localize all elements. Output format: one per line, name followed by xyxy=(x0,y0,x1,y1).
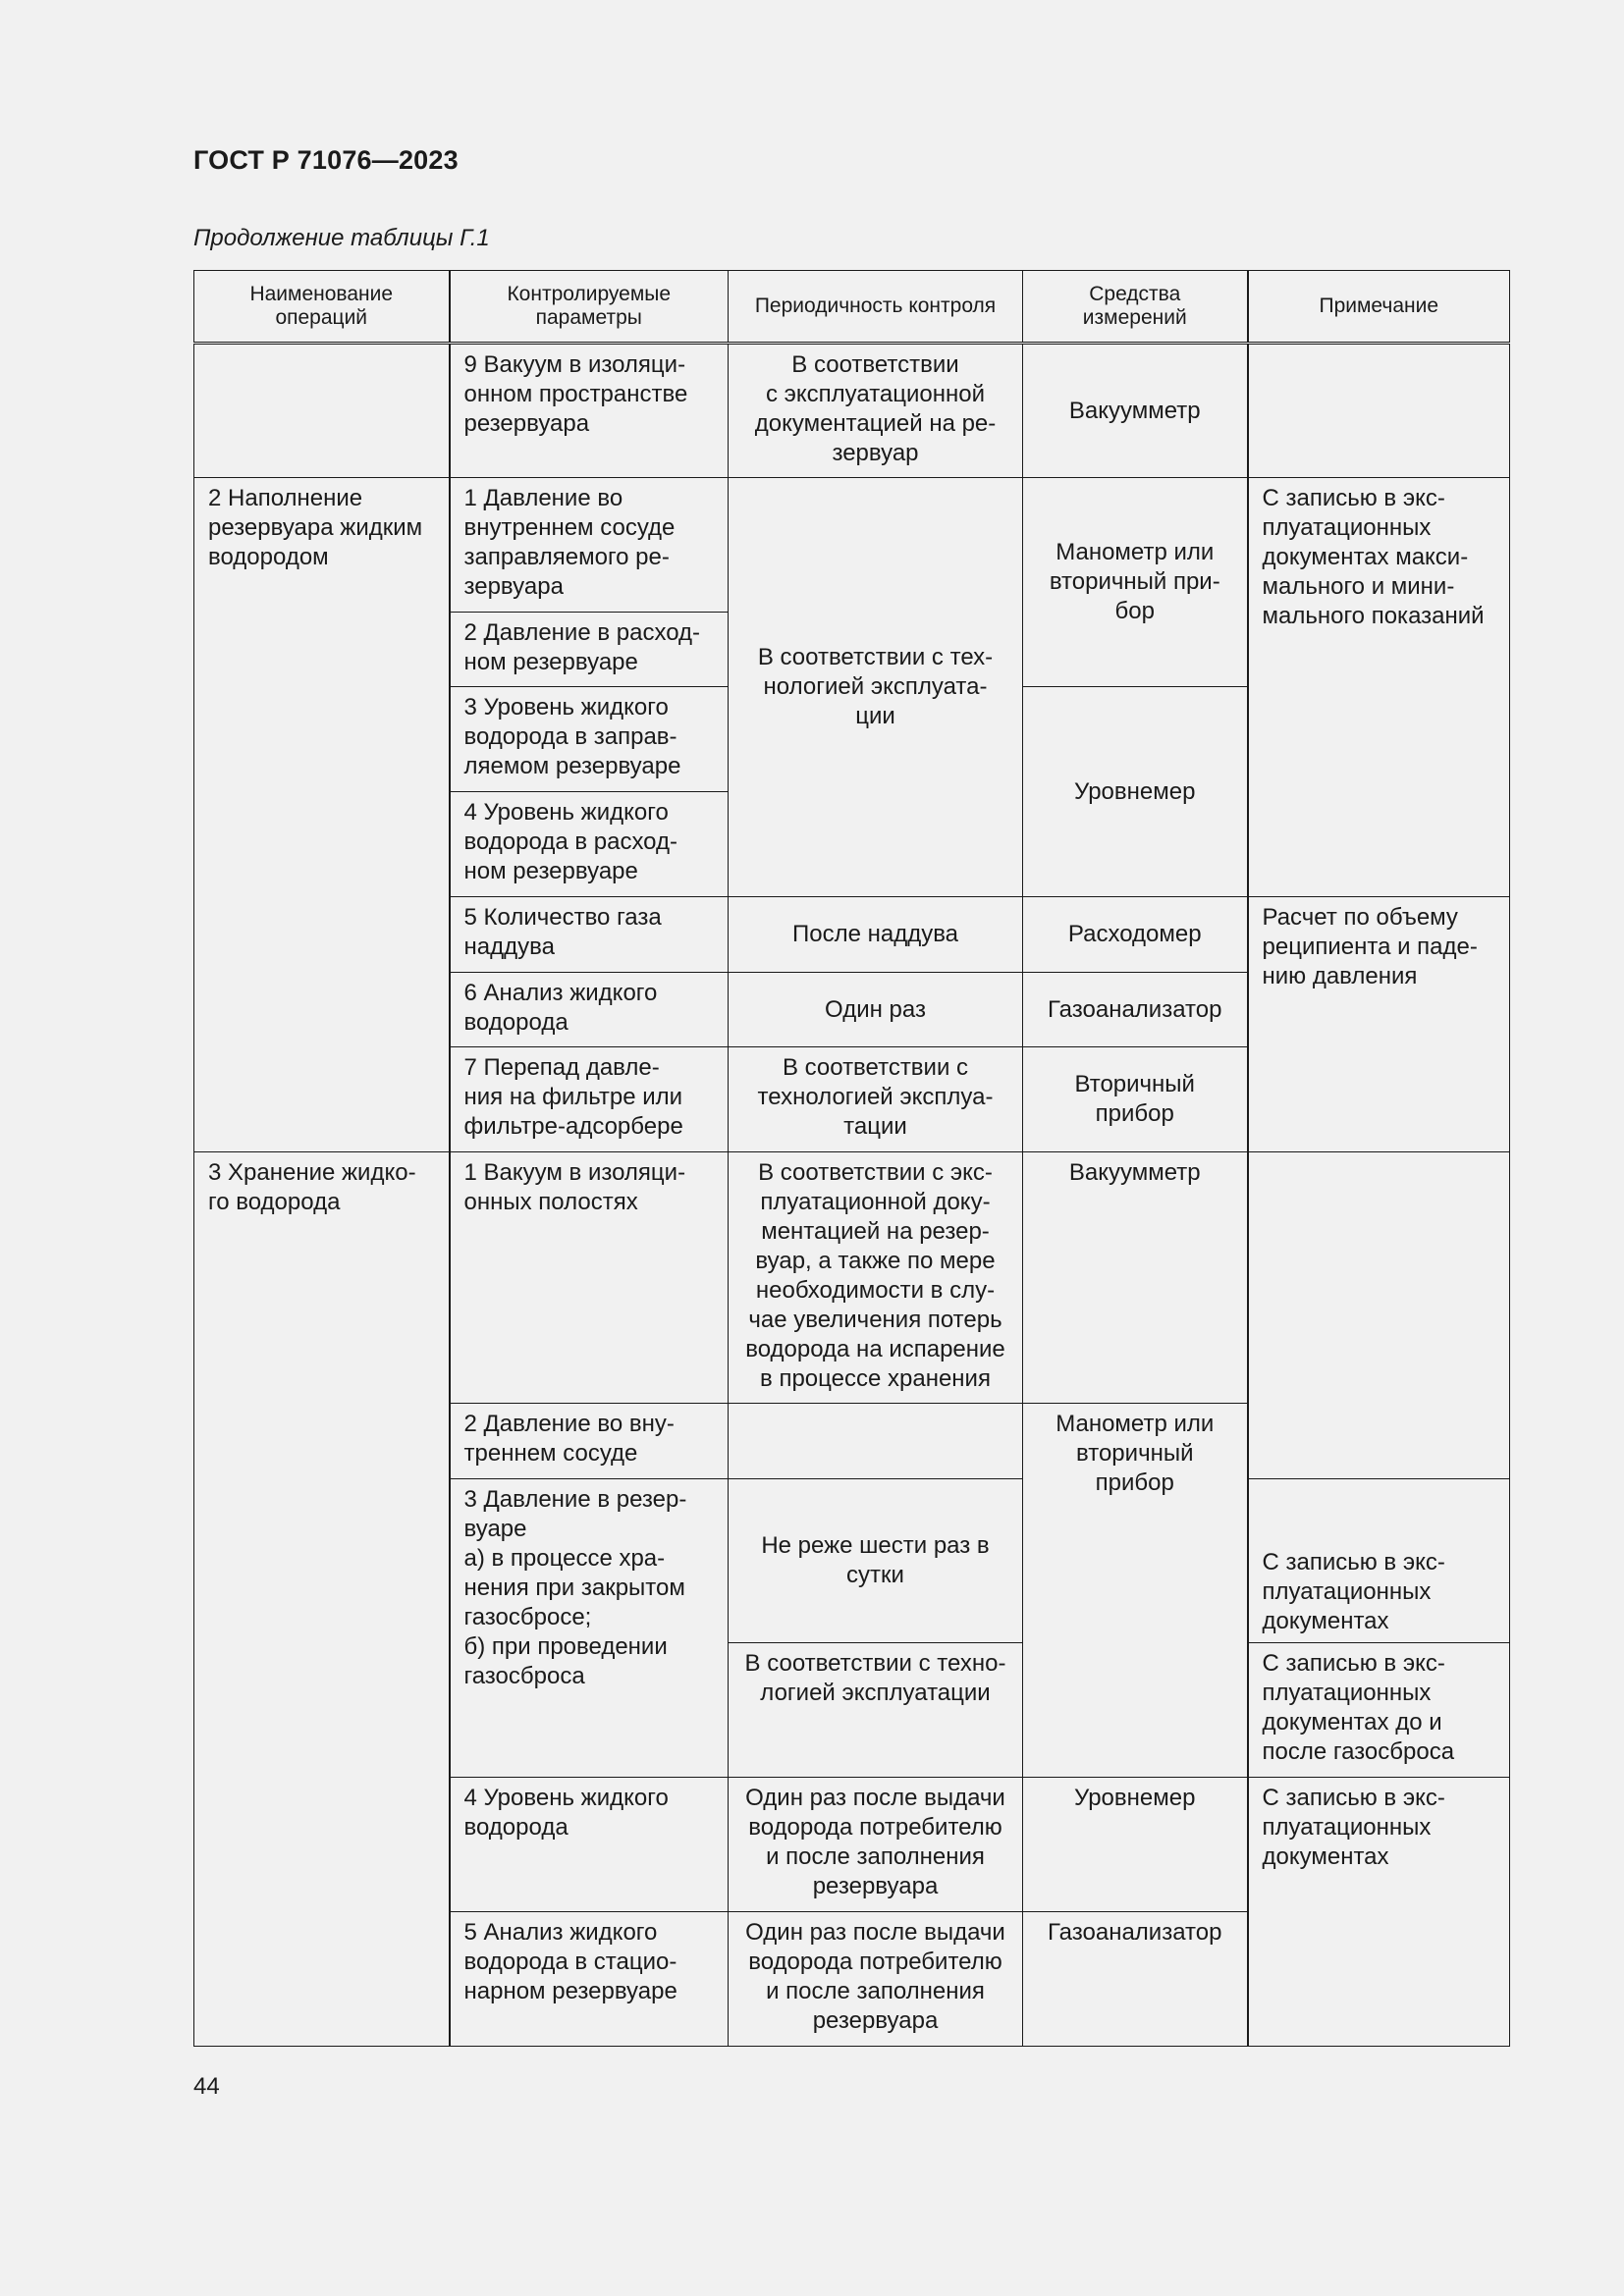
instrument-cell: Расходомер xyxy=(1023,897,1248,973)
table-row xyxy=(194,344,1510,478)
instrument-cell: Вакуумметр xyxy=(1023,344,1248,478)
note-cell: С записью в экс- плуатационных документах xyxy=(1248,1479,1510,1643)
instrument-cell: Газоанализатор xyxy=(1023,1912,1248,2047)
operation-cell-empty xyxy=(194,344,450,478)
period-cell: В соответствии с технологией эксплуа- тации xyxy=(729,1047,1023,1152)
parameter-cell: 3 Уровень жидкого водорода в заправ- ляемом резервуаре xyxy=(450,687,729,792)
header-periodicity: Периодичность контроля xyxy=(729,271,1023,344)
page-number: 44 xyxy=(193,2073,220,2100)
document-header: ГОСТ Р 71076—2023 xyxy=(193,145,459,175)
table-row xyxy=(194,478,1510,613)
header-note: Примечание xyxy=(1248,271,1510,344)
parameter-cell: 5 Количество газа наддува xyxy=(450,897,729,973)
control-table xyxy=(193,270,1510,2047)
instrument-cell: Газоанализатор xyxy=(1023,973,1248,1047)
parameter-cell: 2 Давление во вну- треннем сосуде xyxy=(450,1404,729,1479)
period-cell: Один раз после выдачи водорода потребителю и после заполнения резервуара xyxy=(729,1912,1023,2047)
period-cell: В соответствии с эксплуатационной документацией на ре- зервуар xyxy=(729,344,1023,478)
instrument-cell: Вторичный прибор xyxy=(1023,1047,1248,1152)
instrument-cell: Уровнемер xyxy=(1023,1778,1248,1912)
note-cell: С записью в экс- плуатационных документах xyxy=(1248,1778,1510,2047)
parameter-cell: 4 Уровень жидкого водорода в расход- ном резервуаре xyxy=(450,792,729,897)
period-cell-empty xyxy=(729,1404,1023,1479)
period-cell: Один раз после выдачи водорода потребителю и после заполнения резервуара xyxy=(729,1778,1023,1912)
parameter-cell: 5 Анализ жидкого водорода в стацио- нарном резервуаре xyxy=(450,1912,729,2047)
parameter-cell: 7 Перепад давле- ния на фильтре или фильтре-адсорбере xyxy=(450,1047,729,1152)
period-cell: В соответствии с экс- плуатационной доку- ментацией на резер- вуар, а также по мере необходимости в слу- чае увеличения потерь водорода на испарение в процессе хранения xyxy=(729,1152,1023,1404)
note-cell-empty xyxy=(1248,1152,1510,1479)
period-cell: В соответствии с техно- логией эксплуатации xyxy=(729,1643,1023,1778)
header-instruments: Средства измерений xyxy=(1023,271,1248,344)
parameter-cell: 2 Давление в расход- ном резервуаре xyxy=(450,613,729,687)
instrument-cell: Вакуумметр xyxy=(1023,1152,1248,1404)
parameter-cell: 1 Вакуум в изоляци- онных полостях xyxy=(450,1152,729,1404)
instrument-cell: Манометр или вторичный прибор xyxy=(1023,1404,1248,1778)
note-cell: С записью в экс- плуатационных документах макси- мального и мини- мального показаний xyxy=(1248,478,1510,897)
header-parameters: Контролируемые параметры xyxy=(450,271,729,344)
period-cell: Один раз xyxy=(729,973,1023,1047)
parameter-cell: 3 Давление в резер- вуаре а) в процессе хра- нения при закрытом газосбросе; б) при проведении газосброса xyxy=(450,1479,729,1778)
parameter-cell: 9 Вакуум в изоляци- онном пространстве резервуара xyxy=(450,344,729,478)
table-header-row xyxy=(194,271,1510,344)
parameter-cell: 4 Уровень жидкого водорода xyxy=(450,1778,729,1912)
note-cell-empty xyxy=(1248,344,1510,478)
operation-cell: 2 Наполнение резервуара жидким водородом xyxy=(194,478,450,1152)
period-cell: В соответствии с тех- нологией эксплуата- ции xyxy=(729,478,1023,897)
parameter-cell: 6 Анализ жидкого водорода xyxy=(450,973,729,1047)
period-cell: После наддува xyxy=(729,897,1023,973)
note-cell: С записью в экс- плуатационных документах до и после газосброса xyxy=(1248,1643,1510,1778)
period-cell: Не реже шести раз в сутки xyxy=(729,1479,1023,1643)
table-caption: Продолжение таблицы Г.1 xyxy=(193,225,490,251)
instrument-cell: Манометр или вторичный при- бор xyxy=(1023,478,1248,687)
parameter-cell: 1 Давление во внутреннем сосуде заправляемого ре- зервуара xyxy=(450,478,729,613)
instrument-cell: Уровнемер xyxy=(1023,687,1248,897)
operation-cell: 3 Хранение жидко- го водорода xyxy=(194,1152,450,2047)
header-operations: Наименование операций xyxy=(194,271,450,344)
note-cell: Расчет по объему реципиента и паде- нию давления xyxy=(1248,897,1510,1152)
table-row xyxy=(194,1152,1510,1404)
